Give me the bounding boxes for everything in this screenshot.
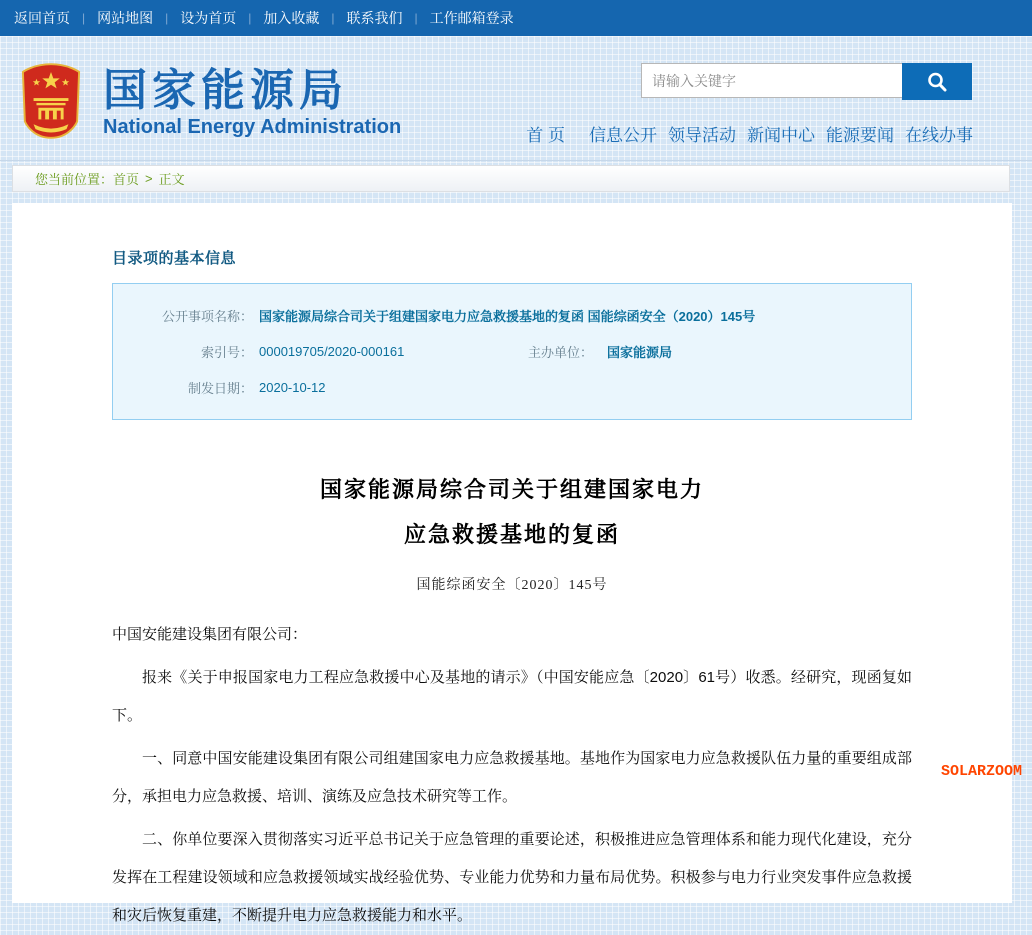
- topbar-separator: |: [414, 11, 418, 25]
- breadcrumb-prefix: 您当前位置：: [35, 172, 114, 187]
- magnifier-icon: [925, 70, 949, 94]
- catalog-info-table: [112, 283, 912, 420]
- breadcrumb-home-link[interactable]: 首页: [113, 172, 140, 187]
- nav-energy-highlights[interactable]: 能源要闻: [826, 126, 894, 145]
- topbar-link-home[interactable]: 返回首页: [14, 10, 70, 26]
- document-number: 国能综函安全〔2020〕145号: [416, 578, 608, 593]
- solarzoom-watermark: SOLARZOOM: [940, 763, 1022, 780]
- document-text: [112, 616, 912, 935]
- catalog-row-date: [113, 369, 911, 405]
- topbar-link-set-homepage[interactable]: 设为首页: [180, 10, 237, 26]
- site-title: 国家能源局: [103, 66, 348, 115]
- search-box: [641, 63, 972, 100]
- topbar-link-favorites[interactable]: 加入收藏: [263, 10, 320, 26]
- breadcrumb-current: 正文: [158, 172, 185, 187]
- catalog-date-label: 制发日期：: [187, 380, 253, 396]
- topbar-link-mail-login[interactable]: 工作邮箱登录: [429, 10, 514, 26]
- site-subtitle: National Energy Administration: [103, 116, 402, 138]
- document-salutation: 中国安能建设集团有限公司：: [112, 626, 308, 643]
- site-brand: [103, 68, 401, 138]
- catalog-index-value: 000019705/2020-000161: [259, 343, 405, 359]
- site-header: [0, 36, 1032, 161]
- document-paragraph: 二、你单位要深入贯彻落实习近平总书记关于应急管理的重要论述，积极推进应急管理体系和能力现代化建设，充分发挥在工程建设领域和应急救援领域实战经验优势、专业能力优势和力量布局优势。积极参与电力行业突发事件应急救援和灾后恢复重建，不断提升电力应急救援能力和水平。: [112, 831, 912, 924]
- catalog-index-label: 索引号：: [200, 344, 253, 360]
- breadcrumb: [12, 165, 1010, 192]
- document-paragraph: 一、同意中国安能建设集团有限公司组建国家电力应急救援基地。基地作为国家电力应急救援队伍力量的重要组成部分，承担电力应急救援、培训、演练及应急技术研究等工作。: [112, 750, 912, 805]
- search-button[interactable]: [902, 63, 972, 100]
- catalog-section-title: 目录项的基本信息: [112, 250, 237, 267]
- nav-home[interactable]: 首 页: [526, 126, 565, 145]
- nav-leader-activities[interactable]: 领导活动: [668, 126, 736, 145]
- topbar-link-contact[interactable]: 联系我们: [346, 10, 403, 26]
- main-navigation: [526, 121, 973, 146]
- topbar-separator: |: [331, 11, 335, 25]
- top-utility-bar: [0, 0, 1032, 36]
- document-title-line1: 国家能源局综合司关于组建国家电力: [319, 477, 704, 502]
- catalog-row-index-org: [113, 333, 911, 369]
- document-body: [112, 478, 912, 935]
- topbar-separator: |: [248, 11, 252, 25]
- document-title-line2: 应急救援基地的复函: [403, 522, 620, 547]
- catalog-name-value: 国家能源局综合司关于组建国家电力应急救援基地的复函 国能综函安全（2020）145号: [259, 308, 756, 324]
- catalog-org-value: 国家能源局: [607, 344, 673, 360]
- topbar-separator: |: [165, 11, 169, 25]
- topbar-separator: |: [82, 11, 86, 25]
- breadcrumb-separator: >: [145, 171, 153, 186]
- content-card: [12, 203, 1012, 924]
- catalog-name-label: 公开事项名称：: [161, 308, 253, 324]
- nav-news-center[interactable]: 新闻中心: [747, 126, 815, 145]
- catalog-row-name: [113, 297, 911, 333]
- document-paragraph: 报来《关于申报国家电力工程应急救援中心及基地的请示》（中国安能应急〔2020〕61号）收悉。经研究，现函复如下。: [112, 669, 912, 724]
- catalog-date-value: 2020-10-12: [259, 379, 326, 395]
- search-input[interactable]: [641, 63, 902, 98]
- catalog-org-label: 主办单位：: [527, 344, 593, 360]
- national-emblem-icon: [20, 63, 82, 139]
- nav-online-services[interactable]: 在线办事: [905, 126, 973, 145]
- nav-info-disclosure[interactable]: 信息公开: [589, 126, 657, 145]
- topbar-link-sitemap[interactable]: 网站地图: [97, 10, 154, 26]
